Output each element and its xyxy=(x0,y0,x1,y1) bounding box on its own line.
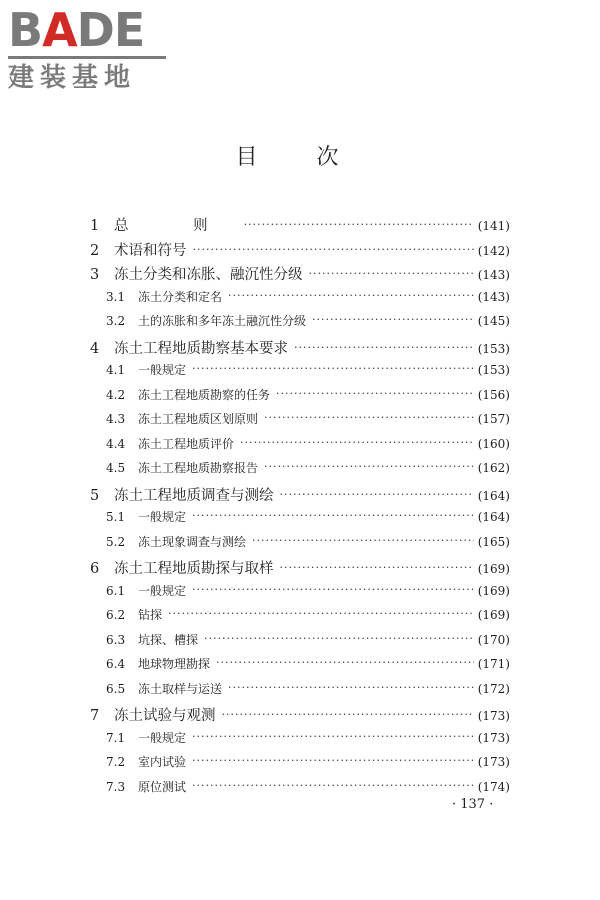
toc-leader-dots xyxy=(204,632,474,645)
logo-letter-a: A xyxy=(42,3,77,57)
toc-number: 6.4 xyxy=(106,657,126,671)
toc-section[interactable] xyxy=(90,410,510,435)
toc-entry-title: 冻土工程地质勘察报告 xyxy=(138,461,259,475)
toc-section[interactable] xyxy=(90,288,510,313)
toc-page-ref: (143) xyxy=(477,289,510,304)
toc-page-ref: (169) xyxy=(477,583,510,598)
toc-page-ref: (160) xyxy=(477,436,510,451)
toc-page-ref: (171) xyxy=(477,657,510,671)
toc-page-ref: (145) xyxy=(477,314,510,328)
toc-entry-title: 冻土工程地质勘察基本要求 xyxy=(114,340,288,357)
toc-leader-dots xyxy=(193,243,474,256)
logo-subtitle: 建装基地 xyxy=(8,63,137,93)
toc-leader-dots xyxy=(309,267,474,280)
toc-number: 7.1 xyxy=(106,730,126,745)
toc-page-ref: (153) xyxy=(477,341,510,356)
toc-entry-title: 冻土工程地质区划原则 xyxy=(138,412,259,426)
toc-number: 4 xyxy=(90,340,100,357)
toc-section[interactable] xyxy=(90,459,510,484)
logo xyxy=(8,4,178,95)
toc-entry-title: 冻土取样与运送 xyxy=(138,681,223,696)
toc-page-ref: (173) xyxy=(477,755,510,769)
toc-chapter[interactable] xyxy=(90,239,510,264)
toc-leader-dots xyxy=(280,561,474,574)
toc-page-ref: (170) xyxy=(477,632,510,647)
toc-page-ref: (169) xyxy=(477,562,510,576)
toc-leader-dots xyxy=(240,436,474,449)
toc-number: 2 xyxy=(90,242,100,259)
toc-number: 4.5 xyxy=(106,461,126,475)
toc-section[interactable] xyxy=(90,753,510,778)
toc-entry-title: 总 则 xyxy=(114,218,238,234)
toc-leader-dots xyxy=(168,607,474,620)
toc-number: 1 xyxy=(90,218,100,234)
logo-letter-b: B xyxy=(8,3,43,57)
toc-entry-title: 冻土工程地质评价 xyxy=(138,436,235,451)
logo-letters-de: DE xyxy=(76,3,145,57)
toc-chapter[interactable] xyxy=(90,214,510,239)
toc-page-ref: (165) xyxy=(477,534,510,549)
toc-page-ref: (162) xyxy=(477,461,510,475)
toc-leader-dots xyxy=(276,387,474,400)
toc-section[interactable] xyxy=(90,631,510,656)
toc-chapter[interactable] xyxy=(90,704,510,729)
toc-entry-title: 冻土工程地质调查与测绘 xyxy=(114,487,274,504)
toc-page-ref: (143) xyxy=(477,268,510,282)
toc-leader-dots xyxy=(280,488,474,501)
toc-page-ref: (156) xyxy=(477,387,510,402)
toc-page-ref: (169) xyxy=(477,608,510,622)
toc-number: 3 xyxy=(90,267,100,283)
toc-page-ref: (164) xyxy=(477,510,510,524)
toc-page-ref: (173) xyxy=(477,709,510,723)
toc-section[interactable] xyxy=(90,655,510,680)
toc-page-ref: (141) xyxy=(477,219,510,233)
toc-section[interactable] xyxy=(90,533,510,558)
toc-section[interactable] xyxy=(90,582,510,607)
toc-page-ref: (142) xyxy=(477,243,510,258)
toc-leader-dots xyxy=(312,313,474,326)
toc-leader-dots xyxy=(228,681,474,694)
toc-leader-dots xyxy=(244,218,474,231)
toc-entry-title: 冻土试验与观测 xyxy=(114,708,216,724)
page-number: · 137 · xyxy=(452,797,494,812)
toc-number: 6.1 xyxy=(106,583,126,598)
toc-entry-title: 冻土分类和定名 xyxy=(138,289,223,304)
toc-number: 3.1 xyxy=(106,289,126,304)
toc-entry-title: 土的冻胀和多年冻土融沉性分级 xyxy=(138,314,307,328)
toc-number: 5.2 xyxy=(106,534,126,549)
toc-leader-dots xyxy=(192,779,474,792)
toc-number: 4.1 xyxy=(106,363,126,377)
toc-number: 5.1 xyxy=(106,510,126,524)
toc-entry-title: 坑探、槽探 xyxy=(138,632,199,647)
toc-leader-dots xyxy=(264,460,474,473)
toc-chapter[interactable] xyxy=(90,337,510,362)
toc-leader-dots xyxy=(216,656,474,669)
logo-wordmark xyxy=(8,4,178,56)
toc-entry-title: 冻土工程地质勘探与取样 xyxy=(114,561,274,577)
toc-chapter[interactable] xyxy=(90,263,510,288)
toc-number: 4.4 xyxy=(106,436,126,451)
toc-entry-title: 术语和符号 xyxy=(114,242,187,259)
toc-number: 3.2 xyxy=(106,314,126,328)
toc-section[interactable] xyxy=(90,386,510,411)
toc-entry-title: 一般规定 xyxy=(138,730,187,745)
toc-page-ref: (172) xyxy=(477,681,510,696)
toc-section[interactable] xyxy=(90,729,510,754)
toc-leader-dots xyxy=(252,534,474,547)
toc-section[interactable] xyxy=(90,435,510,460)
toc-entry-title: 钻探 xyxy=(138,608,163,622)
toc-leader-dots xyxy=(222,708,474,721)
toc-number: 7.2 xyxy=(106,755,126,769)
toc-entry-title: 一般规定 xyxy=(138,510,187,524)
toc-number: 7 xyxy=(90,708,100,724)
toc-page-ref: (153) xyxy=(477,363,510,377)
toc-page-ref: (157) xyxy=(477,412,510,426)
toc-number: 6.3 xyxy=(106,632,126,647)
toc-number: 4.3 xyxy=(106,412,126,426)
toc-leader-dots xyxy=(192,754,474,767)
toc-entry-title: 原位测试 xyxy=(138,779,187,794)
toc-number: 5 xyxy=(90,487,100,504)
toc-section[interactable] xyxy=(90,606,510,631)
toc-number: 6.5 xyxy=(106,681,126,696)
toc-number: 4.2 xyxy=(106,387,126,402)
toc-chapter[interactable] xyxy=(90,484,510,509)
toc-number: 6.2 xyxy=(106,608,126,622)
toc-entry-title: 冻土工程地质勘察的任务 xyxy=(138,387,271,402)
toc-leader-dots xyxy=(192,362,474,375)
toc-section[interactable] xyxy=(90,508,510,533)
toc-entry-title: 冻土分类和冻胀、融沉性分级 xyxy=(114,267,303,283)
toc-entry-title: 地球物理勘探 xyxy=(138,657,211,671)
toc-number: 7.3 xyxy=(106,779,126,794)
toc-title: 目 次 xyxy=(235,145,365,170)
toc-page-ref: (174) xyxy=(477,779,510,794)
toc-section[interactable] xyxy=(90,361,510,386)
toc-section[interactable] xyxy=(90,312,510,337)
toc-section[interactable] xyxy=(90,680,510,705)
toc-chapter[interactable] xyxy=(90,557,510,582)
toc-leader-dots xyxy=(192,509,474,522)
toc-entry-title: 室内试验 xyxy=(138,755,187,769)
toc-page-ref: (164) xyxy=(477,488,510,503)
toc-page-ref: (173) xyxy=(477,730,510,745)
toc-entry-title: 一般规定 xyxy=(138,363,187,377)
toc-leader-dots xyxy=(294,341,474,354)
toc-section[interactable] xyxy=(90,778,510,803)
toc-number: 6 xyxy=(90,561,100,577)
toc-entry-title: 一般规定 xyxy=(138,583,187,598)
toc-leader-dots xyxy=(192,583,474,596)
toc-entry-title: 冻土现象调查与测绘 xyxy=(138,534,247,549)
toc-leader-dots xyxy=(264,411,474,424)
toc-leader-dots xyxy=(228,289,474,302)
toc-leader-dots xyxy=(192,730,474,743)
table-of-contents xyxy=(90,214,510,802)
